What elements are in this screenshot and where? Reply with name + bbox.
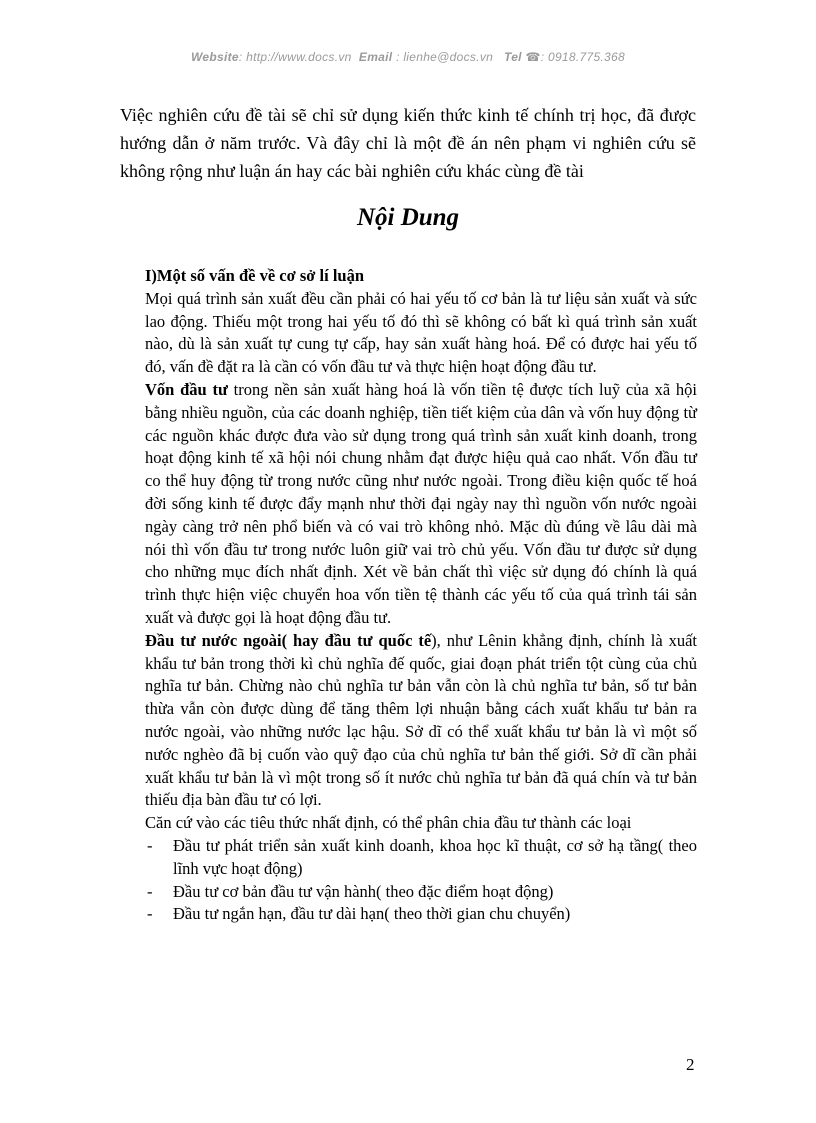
paragraph-1: Mọi quá trình sản xuất đều cần phải có hai yếu tố cơ bản là tư liệu sản xuất và sức lao động. Thiếu một trong hai yếu tố đó thì sẽ không có bất kì quá trình sản xuất nào, dù là sản xuất tự cung tự cấp, hay sản xuất hàng hoá. Để có được hai yếu tố đó, vấn đề đặt ra là cần có vốn đầu tư và thực hiện hoạt động đầu tư. (145, 288, 697, 377)
intro-paragraph: Việc nghiên cứu đề tài sẽ chỉ sử dụng kiến thức kinh tế chính trị học, đã được hướng dẫn ở năm trước. Và đây chỉ là một đề án nên phạm vi nghiên cứu sẽ không rộng như luận án hay các bài nghiên cứu khác cùng đề tài (120, 105, 696, 181)
term-von-dau-tu: Vốn đầu tư (145, 379, 228, 399)
investment-types-list (145, 835, 697, 926)
paragraph-4: Căn cứ vào các tiêu thức nhất định, có thể phân chia đầu tư thành các loại (145, 813, 632, 833)
page-number: 2 (686, 1055, 695, 1074)
list-item-text: Đầu tư phát triển sản xuất kinh doanh, khoa học kĩ thuật, cơ sở hạ tầng( theo lĩnh vực hoạt động) (173, 835, 697, 878)
paragraph-3-text: ), như Lênin khẳng định, chính là xuất khẩu tư bản trong thời kì chủ nghĩa đế quốc, giai đoạn phát triển tột cùng của chủ nghĩa tư bản. Chừng nào chủ nghĩa tư bản vẫn còn là chủ nghĩa tư bản, số tư bản thừa vẫn còn được dùng để tăng thêm lợi nhuận bằng cách xuất khẩu tư bản ra nước ngoài, vào những nước lạc hậu. Sở dĩ có thể xuất khẩu tư bản là vì một số nước nghèo đã bị cuốn vào quỹ đạo của chủ nghĩa tư bản thế giới. Sở dĩ cần phải xuất khẩu tư bản là vì một trong số ít nước chủ nghĩa tư bản đã quá chín và tư bản thiếu địa bàn đầu tư có lợi. (145, 630, 698, 810)
list-item-text: Đầu tư ngắn hạn, đầu tư dài hạn( theo thời gian chu chuyển) (173, 904, 571, 924)
body-content (145, 265, 697, 926)
section-title: Nội Dung (356, 204, 460, 231)
phone-icon: ☎ (525, 50, 541, 64)
tel-label: Tel (504, 50, 522, 64)
term-dau-tu-nuoc-ngoai: Đầu tư nước ngoài( hay đầu tư quốc tế (145, 630, 432, 650)
email-value: : lienhe@docs.vn (396, 50, 494, 64)
paragraph-2 (145, 379, 697, 630)
paragraph-2-text: trong nền sản xuất hàng hoá là vốn tiền tệ được tích luỹ của xã hội bằng nhiều nguồn, của các doanh nghiệp, tiền tiết kiệm của dân và vốn huy động từ các nguồn khác được đưa vào sử dụng trong quá trình sản xuất kinh doanh, trong hoạt động kinh tế xã hội nói chung nhằm đạt được hiệu quả cao nhất. Vốn đầu tư co thể huy động từ trong nước cũng như nước ngoài. Trong điều kiện quốc tế hoá đời sống kinh tế được đẩy mạnh như thời đại ngày nay thì nguồn vốn nước ngoài ngày càng trở nên phổ biến và có vai trò không nhỏ. Mặc dù đúng về lâu dài mà nói thì vốn đầu tư trong nước luôn giữ vai trò chủ yếu. Vốn đầu tư được sử dụng cho những mục đích nhất định. Xét về bản chất thì việc sử dụng đó chính là quá trình thực hiện việc chuyển hoa vốn tiền tệ thành các yếu tố của quá trình tái sản xuất và được gọi là hoạt động đầu tư. (145, 379, 697, 627)
page-header (0, 50, 816, 64)
list-dash: - (147, 904, 153, 924)
list-item (145, 903, 697, 926)
list-dash: - (147, 835, 153, 855)
website-value: : http://www.docs.vn (238, 50, 352, 64)
intro-section (120, 101, 696, 185)
website-label: Website (191, 50, 239, 64)
list-item (145, 881, 697, 904)
list-dash: - (147, 881, 153, 901)
email-label: Email (358, 50, 393, 64)
section-heading: I)Một số vấn đề về cơ sở lí luận (145, 266, 365, 285)
tel-value: : 0918.775.368 (540, 50, 625, 64)
paragraph-3 (145, 630, 697, 812)
list-item (145, 835, 697, 881)
list-item-text: Đầu tư cơ bản đầu tư vận hành( theo đặc điểm hoạt động) (173, 881, 554, 901)
